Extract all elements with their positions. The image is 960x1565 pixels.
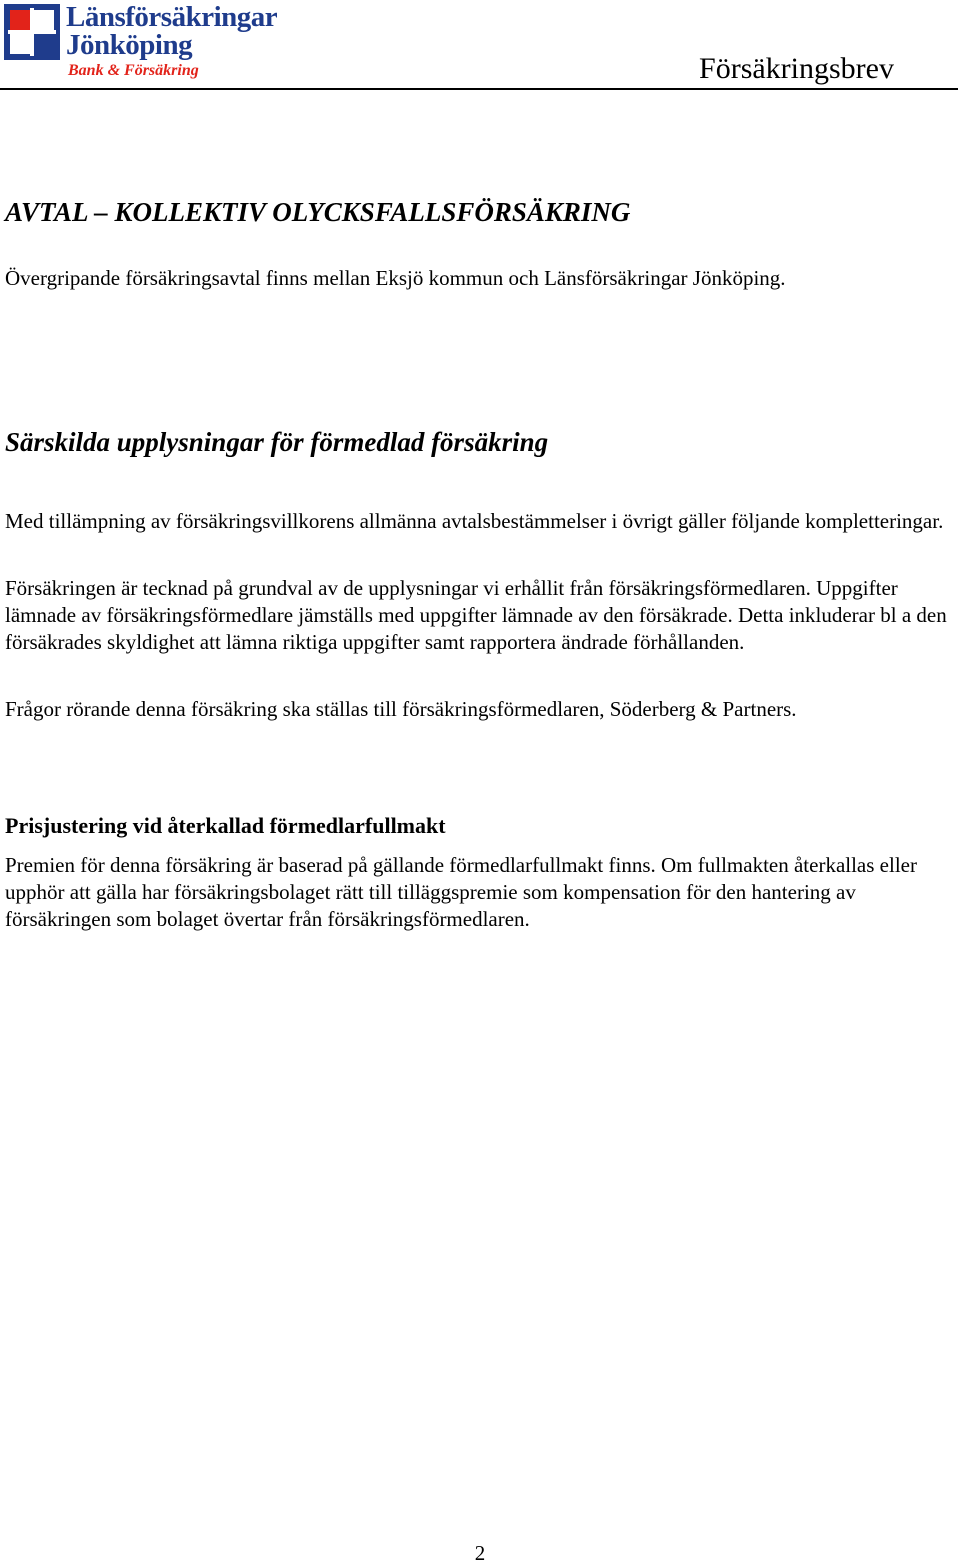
section1-paragraph-3: Frågor rörande denna försäkring ska ställas till försäkringsförmedlaren, Söderberg & Partners. xyxy=(5,697,797,721)
logo-mark-icon xyxy=(4,4,60,60)
section1-paragraph-2: Försäkringen är tecknad på grundval av de upplysningar vi erhållit från försäkringsförmedlaren. Uppgifter lämnade av försäkringsförmedlare jämställs med uppgifter lämnade av den försäkrade. Detta inkluderar bl a den försäkrades skyldighet att lämna riktiga uppgifter samt rapportera ändrade förhållanden. xyxy=(5,576,947,654)
intro-paragraph: Övergripande försäkringsavtal finns mellan Eksjö kommun och Länsförsäkringar Jönköping. xyxy=(5,266,786,290)
logo-text-tagline: Bank & Försäkring xyxy=(68,62,199,79)
document-title: AVTAL – KOLLEKTIV OLYCKSFALLSFÖRSÄKRING xyxy=(5,197,631,227)
document-type-label: Försäkringsbrev xyxy=(699,52,894,85)
header-divider xyxy=(0,88,958,90)
section-heading-price-adjustment: Prisjustering vid återkallad förmedlarfullmakt xyxy=(5,813,446,838)
logo-text-company: Länsförsäkringar xyxy=(66,1,278,33)
section1-paragraph-1: Med tillämpning av försäkringsvillkorens allmänna avtalsbestämmelser i övrigt gäller följande kompletteringar. xyxy=(5,509,944,533)
section2-paragraph: Premien för denna försäkring är baserad på gällande förmedlarfullmakt finns. Om fullmakten återkallas eller upphör att gälla har försäkringsbolaget rätt till tilläggspremie som kompensation för den hantering av försäkringen som bolaget övertar från försäkringsförmedlaren. xyxy=(5,853,917,931)
section-heading-brokered-insurance: Särskilda upplysningar för förmedlad försäkring xyxy=(5,427,549,457)
page-number: 2 xyxy=(474,1541,486,1565)
company-logo xyxy=(4,2,294,84)
logo-text-region: Jönköping xyxy=(66,29,193,61)
